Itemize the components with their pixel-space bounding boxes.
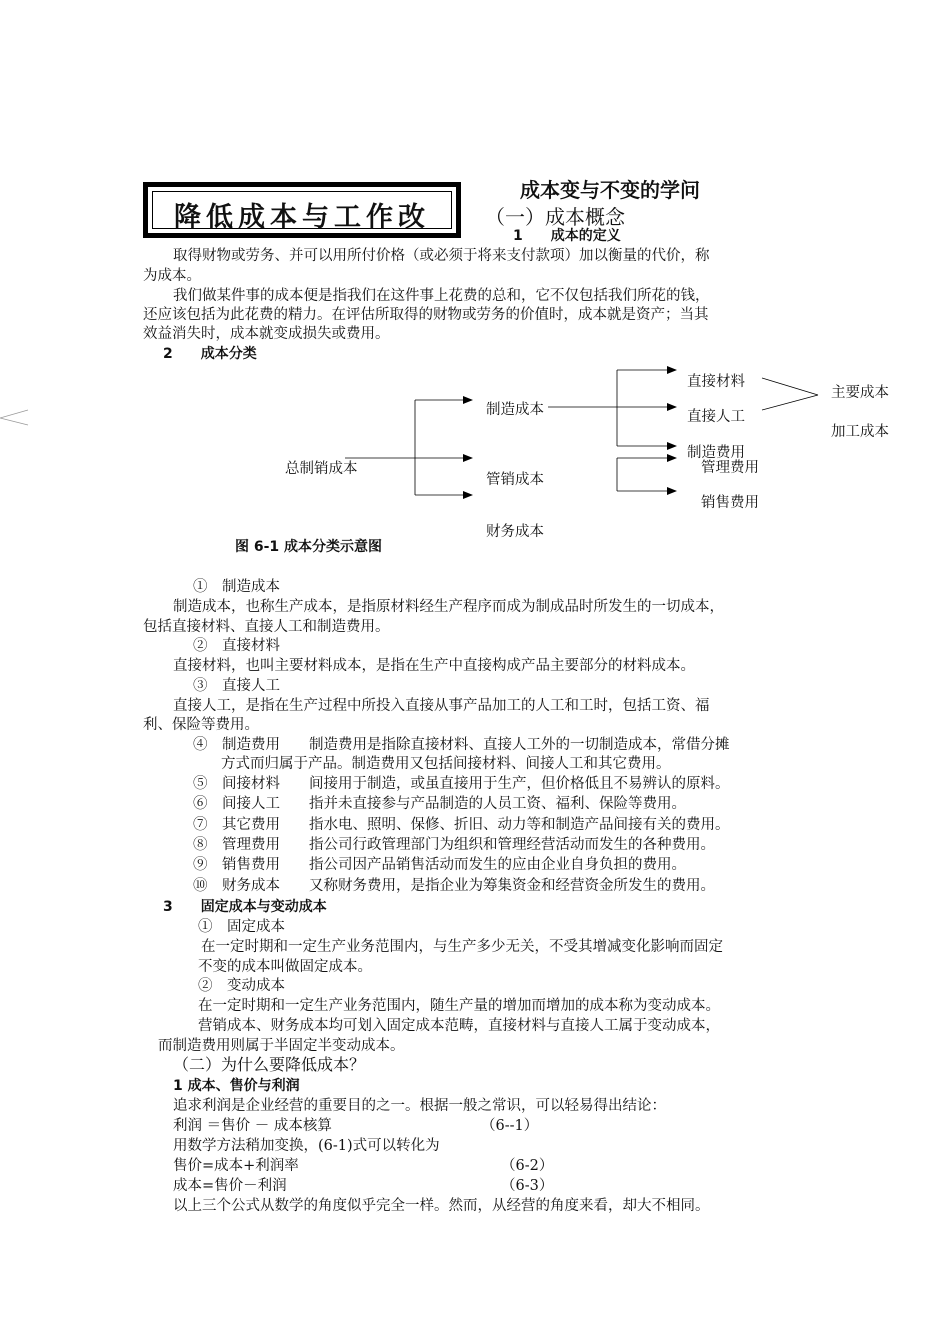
subsection-2: 2 成本分类: [163, 346, 257, 362]
node-marketing: 管销成本: [486, 472, 544, 488]
line-material-to-prime: [762, 378, 818, 395]
item-7: ⑦ 其它费用 指水电、照明、保修、折旧、动力等和制造产品间接有关的费用。: [193, 817, 730, 833]
variable-cost-line-a: 在一定时期和一定生产业务范围内，随生产量的增加而增加的成本称为变动成本。: [198, 998, 720, 1014]
item-9: ⑨ 销售费用 指公司因产品销售活动而发生的应由企业自身负担的费用。: [193, 857, 686, 873]
node-sales: 销售费用: [701, 495, 759, 511]
line-labor-to-prime: [762, 395, 818, 410]
p2-line-c: 效益消失时，成本就变成损失或费用。: [143, 326, 390, 342]
item-2-heading: ② 直接材料: [193, 638, 280, 654]
variable-cost-heading: ② 变动成本: [198, 978, 285, 994]
node-prime-cost: 主要成本: [831, 385, 889, 401]
item-3-line-a: 直接人工，是指在生产过程中所投入直接从事产品加工的人工和工时，包括工资、福: [173, 698, 710, 714]
subsection-3: 3 固定成本与变动成本: [163, 899, 327, 915]
item-2-line-a: 直接材料，也叫主要材料成本，是指在生产中直接构成产品主要部分的材料成本。: [173, 658, 695, 674]
section-1-title: （一）成本概念: [485, 205, 625, 229]
margin-mark: [0, 410, 28, 425]
p1-line-a: 取得财物或劳务、并可以用所付价格（或必须于将来支付款项）加以衡量的代价，称: [173, 248, 710, 264]
item-5: ⑤ 间接材料 间接用于制造，或虽直接用于生产，但价格低且不易辨认的原料。: [193, 776, 730, 792]
cost-classification-diagram: [0, 0, 950, 560]
item-3-heading: ③ 直接人工: [193, 678, 280, 694]
variable-cost-line-b: 营销成本、财务成本均可划入固定成本范畴，直接材料与直接人工属于变动成本，: [198, 1018, 720, 1034]
item-3-line-b: 利、保险等费用。: [143, 717, 259, 733]
item-8: ⑧ 管理费用 指公司行政管理部门为组织和管理经营活动而发生的各种费用。: [193, 837, 715, 853]
p2-line-b: 还应该包括为此花费的精力。在评估所取得的财物或劳务的价值时，成本就是资产；当其: [143, 307, 709, 323]
node-finance: 财务成本: [486, 524, 544, 540]
fixed-cost-heading: ① 固定成本: [198, 919, 285, 935]
heading: 成本变与不变的学问: [520, 178, 700, 202]
p1-line-b: 为成本。: [143, 268, 201, 284]
formula-3: 成本=售价－利润: [173, 1178, 287, 1194]
item-1-line-b: 包括直接材料、直接人工和制造费用。: [143, 619, 390, 635]
node-direct-labor: 直接人工: [687, 409, 745, 425]
p4-line-b: 用数学方法稍加变换，(6-1)式可以转化为: [173, 1138, 440, 1154]
item-4-line-b: 方式而归属于产品。制造费用又包括间接材料、间接人工和其它费用。: [221, 756, 671, 772]
node-direct-material: 直接材料: [687, 374, 745, 390]
formula-1: 利润 ＝售价 － 成本核算: [173, 1118, 332, 1134]
subsection-1: 1 成本的定义: [513, 228, 621, 244]
item-1-heading: ① 制造成本: [193, 579, 280, 595]
formula-3-number: （6-3）: [501, 1178, 554, 1194]
node-total: 总制销成本: [285, 461, 358, 477]
node-admin: 管理费用: [701, 460, 759, 476]
node-manufacturing: 制造成本: [486, 402, 544, 418]
p2-line-a: 我们做某件事的成本便是指我们在这件事上花费的总和，它不仅包括我们所花的钱，: [173, 288, 710, 304]
formula-2-number: （6-2）: [501, 1158, 554, 1174]
p4-line-c: 以上三个公式从数学的角度似乎完全一样。然而，从经营的角度来看，却大不相同。: [173, 1198, 710, 1214]
p4-line-a: 追求利润是企业经营的重要目的之一。根据一般之常识，可以轻易得出结论：: [173, 1098, 666, 1114]
fixed-cost-line-b: 不变的成本叫做固定成本。: [198, 959, 372, 975]
node-overhead: 制造费用: [687, 445, 745, 461]
item-4-line-a: ④ 制造费用 制造费用是指除直接材料、直接人工外的一切制造成本，常借分摊: [193, 737, 730, 753]
item-6: ⑥ 间接人工 指并未直接参与产品制造的人员工资、福利、保险等费用。: [193, 796, 686, 812]
formula-2: 售价=成本+利润率: [173, 1158, 299, 1174]
subsection-4: 1 成本、售价与利润: [173, 1078, 300, 1094]
item-1-line-a: 制造成本，也称生产成本，是指原材料经生产程序而成为制成品时所发生的一切成本，: [173, 599, 724, 615]
figure-caption: 图 6-1 成本分类示意图: [235, 539, 383, 555]
section-2-title: （二）为什么要降低成本？: [173, 1055, 366, 1074]
box-title: 降低成本与工作改: [174, 202, 430, 233]
variable-cost-line-c: 而制造费用则属于半固定半变动成本。: [158, 1038, 405, 1054]
fixed-cost-line-a: 在一定时期和一定生产业务范围内，与生产多少无关，不受其增减变化影响而固定: [201, 939, 723, 955]
formula-1-number: （6--1）: [481, 1118, 539, 1134]
item-10: ⑩ 财务成本 又称财务费用，是指企业为筹集资金和经营资金所发生的费用。: [193, 878, 715, 894]
node-conversion-cost: 加工成本: [831, 424, 889, 440]
